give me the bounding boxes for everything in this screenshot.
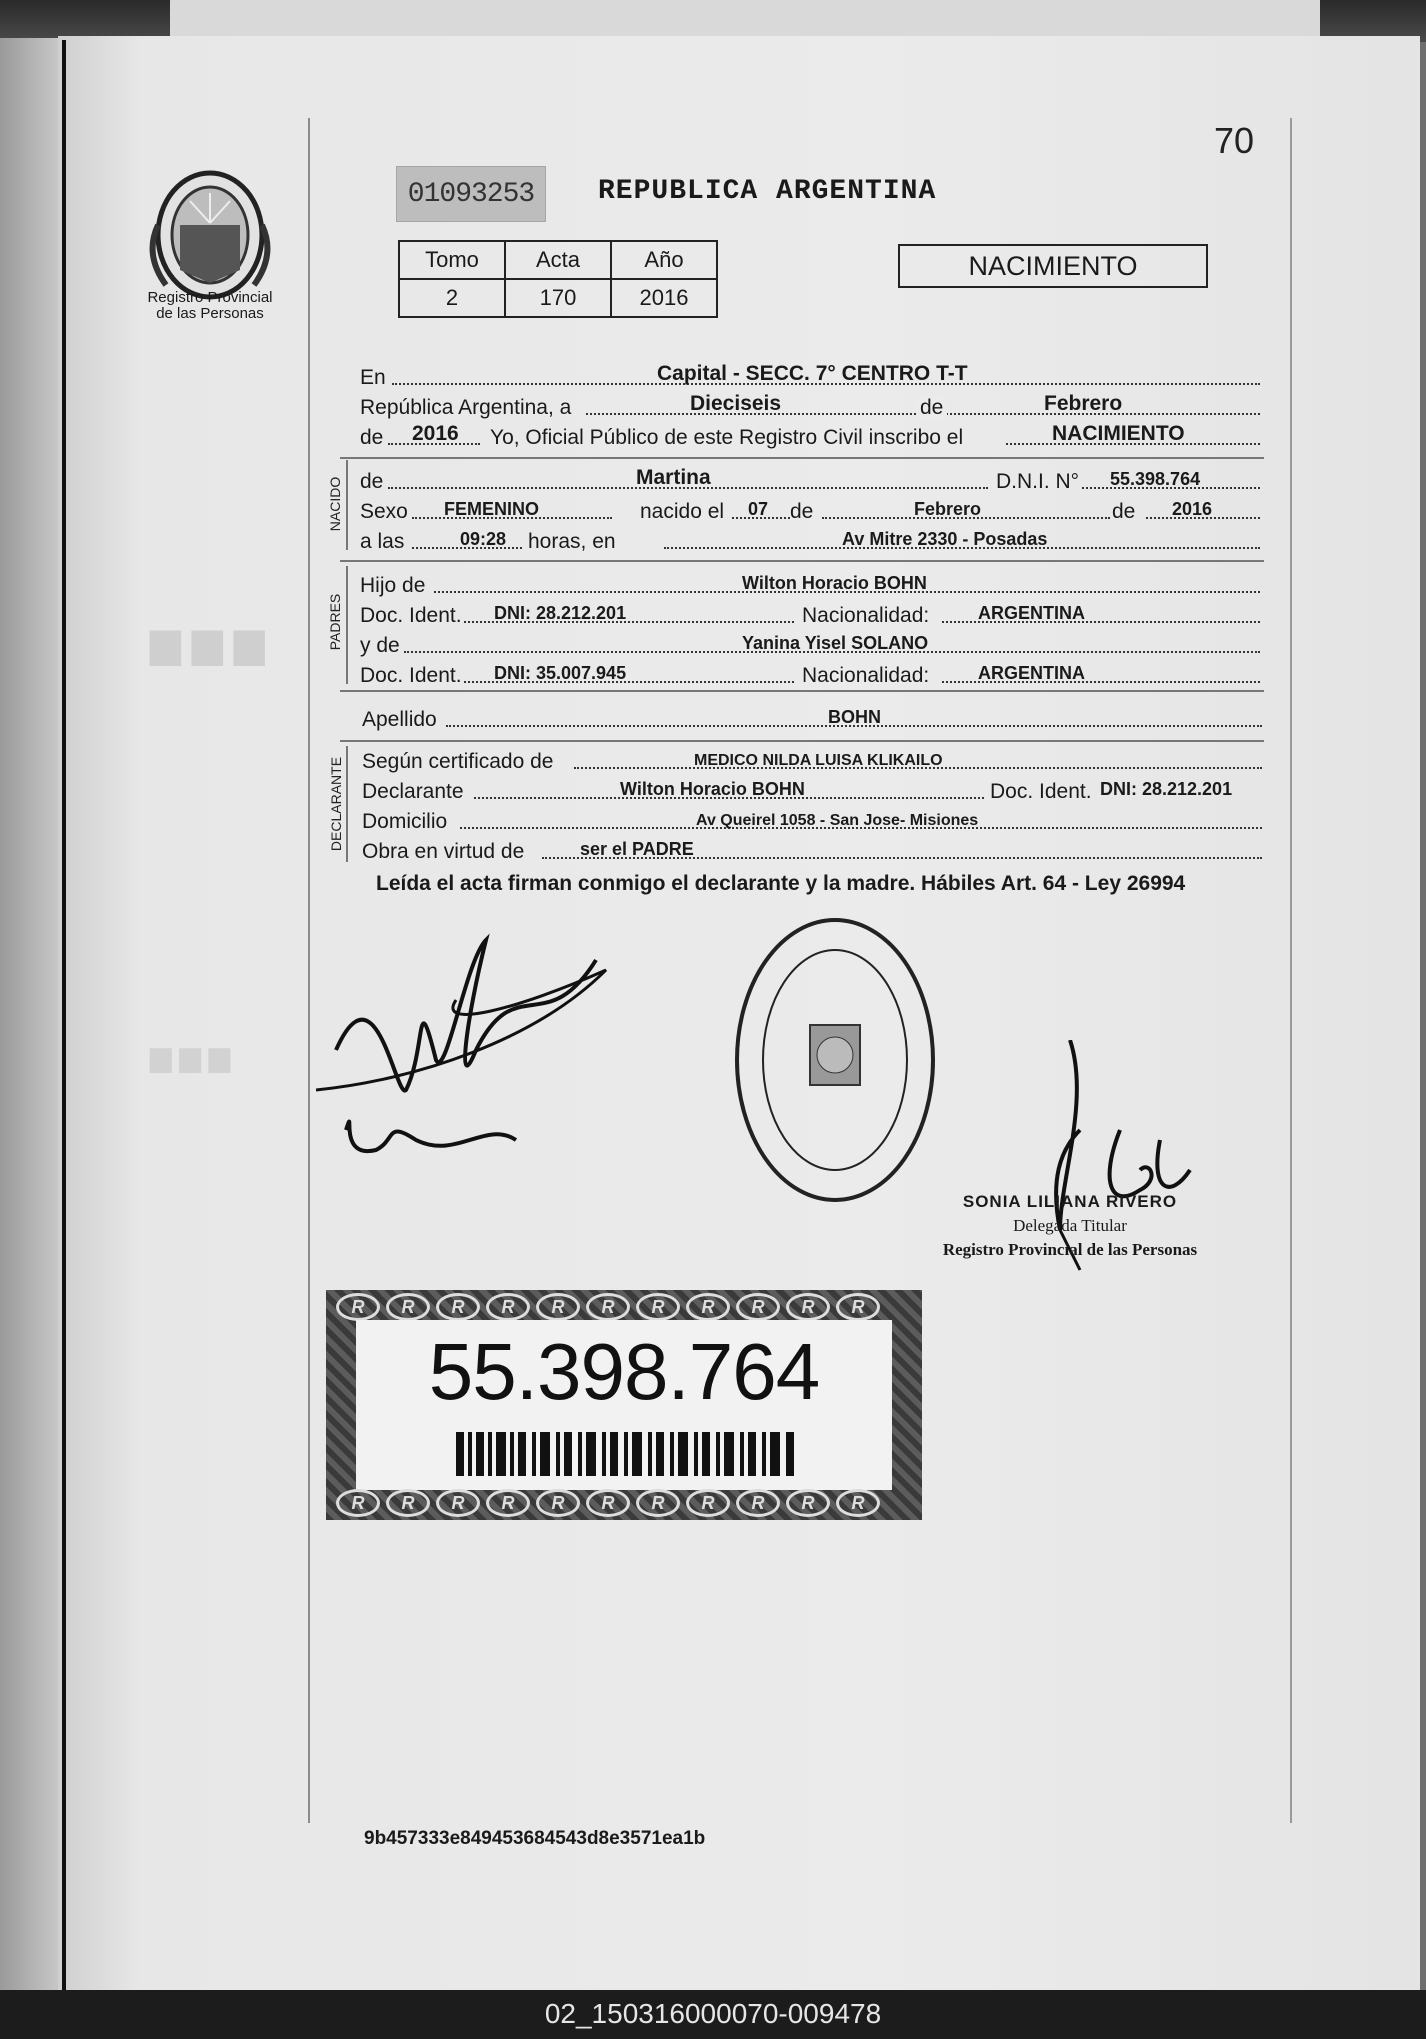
child-name-row — [360, 462, 1260, 496]
tomo-value: 2 — [399, 279, 505, 317]
tomo-header: Tomo — [399, 241, 505, 279]
surname-label: Apellido — [362, 708, 437, 731]
declarant-signature — [316, 900, 616, 1200]
mother-nationality: ARGENTINA — [978, 663, 1085, 683]
form-right-border — [1290, 118, 1292, 1823]
father-doc: DNI: 28.212.201 — [494, 603, 627, 623]
date-label: República Argentina, a — [360, 396, 572, 419]
child-dni: 55.398.764 — [1110, 469, 1201, 489]
de-label: de — [1112, 500, 1136, 523]
binding-line — [62, 40, 66, 1990]
registry-seal-stamp — [730, 910, 940, 1210]
certificate-row — [362, 742, 1262, 776]
declarant-row — [362, 772, 1262, 806]
surname-row — [362, 700, 1262, 734]
domicile-value: Av Queirel 1058 - San Jose- Misiones — [696, 812, 979, 829]
mother-label: y de — [360, 634, 400, 657]
section-side-rule — [346, 566, 348, 684]
section-label-declarante: DECLARANTE — [328, 756, 344, 852]
section-divider — [340, 457, 1264, 459]
certificate-label: Según certificado de — [362, 750, 554, 773]
declarant-doc: DNI: 28.212.201 — [1100, 779, 1233, 799]
doc-label: Doc. Ident. — [360, 664, 462, 687]
father-nationality: ARGENTINA — [978, 603, 1085, 623]
surname-value: BOHN — [828, 707, 881, 727]
de-label: de — [790, 500, 814, 523]
mother-doc-row — [360, 656, 1260, 690]
section-label-nacido: NACIDO — [327, 476, 343, 532]
mother-doc: DNI: 35.007.945 — [494, 663, 627, 683]
de-label: de — [360, 426, 384, 449]
inscription-text: Yo, Oficial Público de este Registro Civil inscribo el — [490, 426, 964, 449]
child-sex: FEMENINO — [444, 499, 540, 519]
father-doc-row — [360, 596, 1260, 630]
father-name: Wilton Horacio BOHN — [742, 573, 927, 593]
birth-place: Av Mitre 2330 - Posadas — [842, 529, 1048, 549]
bleed-through-mark: ▆ ▆ ▆ — [150, 1041, 231, 1072]
child-sex-row — [360, 492, 1260, 526]
mother-name-row — [360, 626, 1260, 660]
bleed-through-mark: ▆ ▆ ▆ — [150, 621, 265, 665]
at-label: a las — [360, 530, 405, 553]
serial-number: 01093253 — [396, 166, 546, 222]
declarant-label: Declarante — [362, 780, 464, 803]
acta-header: Acta — [505, 241, 611, 279]
mother-name: Yanina Yisel SOLANO — [742, 633, 929, 653]
section-side-rule — [346, 460, 348, 550]
registrar-name: SONIA LILIANA RIVERO — [962, 1192, 1178, 1211]
sex-label: Sexo — [360, 500, 408, 523]
section-label-padres: PADRES — [327, 593, 343, 651]
inscription-type: NACIMIENTO — [1052, 422, 1185, 445]
inscription-day: Dieciseis — [690, 392, 782, 415]
father-label: Hijo de — [360, 574, 426, 597]
register-reference-table — [398, 240, 718, 318]
child-name: Martina — [636, 466, 711, 489]
scan-file-code: 02_150316000070-009478 — [544, 1998, 882, 2029]
place-row — [360, 358, 1260, 392]
dni-barcode-label — [326, 1290, 922, 1520]
barcode — [456, 1432, 796, 1476]
inscription-year: 2016 — [412, 422, 459, 445]
logo-caption: Registro Provincial de las Personas — [147, 289, 273, 322]
acting-as-label: Obra en virtud de — [362, 840, 525, 863]
de-label: de — [916, 396, 947, 420]
birth-month: Febrero — [914, 499, 982, 519]
anio-header: Año — [611, 241, 717, 279]
place-value: Capital - SECC. 7° CENTRO T-T — [657, 362, 968, 385]
domicile-row — [362, 802, 1262, 836]
section-divider — [340, 560, 1264, 562]
acting-as-row — [362, 832, 1262, 866]
section-side-rule — [346, 746, 348, 862]
date-row — [360, 388, 1260, 422]
record-type-box: NACIMIENTO — [898, 244, 1208, 288]
folio-number: 70 — [1214, 120, 1255, 161]
born-label: nacido el — [640, 500, 725, 523]
document-hash: 9b457333e849453684543d8e3571ea1b — [364, 1828, 706, 1849]
registrar-organization: Registro Provincial de las Personas — [942, 1240, 1198, 1259]
father-name-row — [360, 566, 1260, 600]
child-time-row — [360, 522, 1260, 556]
dni-label: D.N.I. N° — [996, 470, 1080, 493]
birth-time: 09:28 — [460, 529, 507, 549]
security-pattern-row: R R R R R R R R R R R — [326, 1486, 922, 1520]
dni-number-large: 55.398.764 — [428, 1327, 820, 1416]
security-pattern-row: R R R R R R R R R R R — [326, 1290, 922, 1324]
doc-label: Doc. Ident. — [990, 780, 1092, 803]
hours-label: horas, en — [528, 530, 616, 553]
form-left-border — [308, 118, 310, 1823]
doc-label: Doc. Ident. — [360, 604, 462, 627]
nationality-label: Nacionalidad: — [802, 604, 930, 627]
registrar-block — [920, 1190, 1220, 1262]
acta-value: 170 — [505, 279, 611, 317]
place-label: En — [360, 366, 386, 389]
domicile-label: Domicilio — [362, 810, 448, 833]
declarant-name: Wilton Horacio BOHN — [620, 779, 805, 799]
barcode-label-panel — [356, 1320, 892, 1490]
nationality-label: Nacionalidad: — [802, 664, 930, 687]
closing-statement: Leída el acta firman conmigo el declarante y la madre. Hábiles Art. 64 - Ley 26994 — [376, 872, 1186, 895]
anio-value: 2016 — [611, 279, 717, 317]
inscription-row — [360, 418, 1260, 452]
de-label: de — [360, 470, 384, 493]
document-heading: REPUBLICA ARGENTINA — [598, 176, 937, 207]
acting-as-value: ser el PADRE — [580, 839, 694, 859]
inscription-month: Febrero — [1044, 392, 1123, 415]
certificate-value: MEDICO NILDA LUISA KLIKAILO — [694, 752, 943, 769]
section-divider — [340, 690, 1264, 692]
birth-year: 2016 — [1172, 499, 1213, 519]
registrar-role: Delegada Titular — [1013, 1216, 1127, 1235]
birth-day: 07 — [748, 499, 769, 519]
